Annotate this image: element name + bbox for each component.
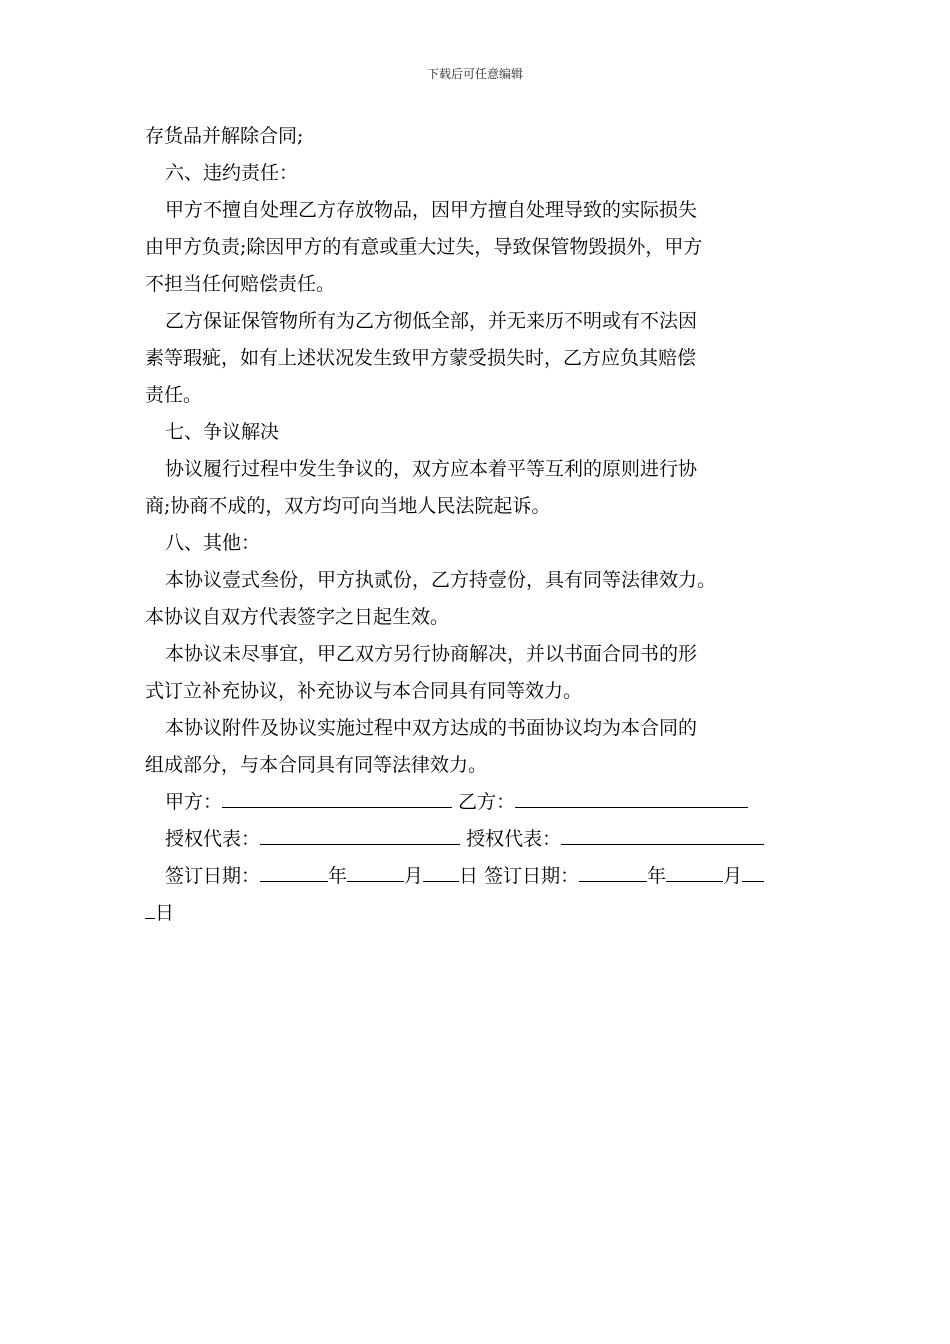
paragraph-line: 乙方保证保管物所有为乙方彻低全部，并无来历不明或有不法因: [165, 310, 698, 332]
date-a-day: 日: [459, 865, 479, 887]
section-title: 七、争议解决: [165, 421, 280, 443]
section-title: 六、违约责任：: [165, 162, 299, 184]
date-a-month: 月: [404, 865, 424, 887]
page-header: 下载后可任意编辑: [426, 67, 523, 81]
party-b-blank[interactable]: [515, 790, 748, 808]
signature-rep-row: [145, 821, 817, 858]
date-a-month-blank[interactable]: [347, 864, 404, 882]
signature-date-cont: [145, 895, 817, 932]
paragraph-line: 本协议自双方代表签字之日起生效。: [145, 606, 450, 628]
rep-a-label: 授权代表：: [165, 828, 261, 850]
section-title: 八、其他：: [165, 532, 261, 554]
paragraph-line: 协议履行过程中发生争议的，双方应本着平等互利的原则进行协: [165, 458, 698, 480]
paragraph-line: 不担当任何赔偿责任。: [145, 273, 336, 295]
party-a-label: 甲方：: [165, 791, 223, 813]
paragraph-line: 本协议附件及协议实施过程中双方达成的书面协议均为本合同的: [165, 717, 698, 739]
date-b-month: 月: [723, 865, 743, 887]
date-a-year-blank[interactable]: [260, 864, 328, 882]
date-a-year: 年: [328, 865, 348, 887]
date-b-year-blank[interactable]: [579, 864, 647, 882]
rep-b-label: 授权代表：: [466, 828, 562, 850]
date-b-label: 签订日期：: [484, 865, 580, 887]
paragraph-line: 由甲方负责;除因甲方的有意或重大过失，导致保管物毁损外，甲方: [145, 236, 703, 258]
document-body: [145, 118, 817, 932]
paragraph-line: 组成部分，与本合同具有同等法律效力。: [145, 754, 488, 776]
paragraph-line: 商;协商不成的，双方均可向当地人民法院起诉。: [145, 495, 551, 517]
paragraph-line: 式订立补充协议，补充协议与本合同具有同等效力。: [145, 680, 583, 702]
rep-a-blank[interactable]: [260, 827, 460, 845]
party-a-blank[interactable]: [222, 790, 452, 808]
paragraph-line: 本协议未尽事宜，甲乙双方另行协商解决，并以书面合同书的形: [165, 643, 698, 665]
rep-b-blank[interactable]: [561, 827, 764, 845]
paragraph-line: 本协议壹式叁份，甲方执贰份，乙方持壹份，具有同等法律效力。: [165, 569, 717, 591]
party-b-label: 乙方：: [458, 791, 516, 813]
paragraph-line: 责任。: [145, 384, 203, 406]
date-b-day: 日: [155, 902, 175, 924]
signature-date-row: [145, 858, 817, 895]
paragraph-line: 甲方不擅自处理乙方存放物品，因甲方擅自处理导致的实际损失: [165, 199, 698, 221]
date-b-year: 年: [647, 865, 667, 887]
paragraph-line: 素等瑕疵，如有上述状况发生致甲方蒙受损失时，乙方应负其赔偿: [145, 347, 697, 369]
date-a-day-blank[interactable]: [423, 864, 459, 882]
signature-party-row: [145, 784, 817, 821]
date-a-label: 签订日期：: [165, 865, 261, 887]
date-b-day-blank[interactable]: [742, 864, 764, 882]
date-b-month-blank[interactable]: [666, 864, 723, 882]
date-b-day-blank-cont[interactable]: [145, 901, 155, 919]
paragraph: 存货品并解除合同;: [145, 125, 304, 147]
